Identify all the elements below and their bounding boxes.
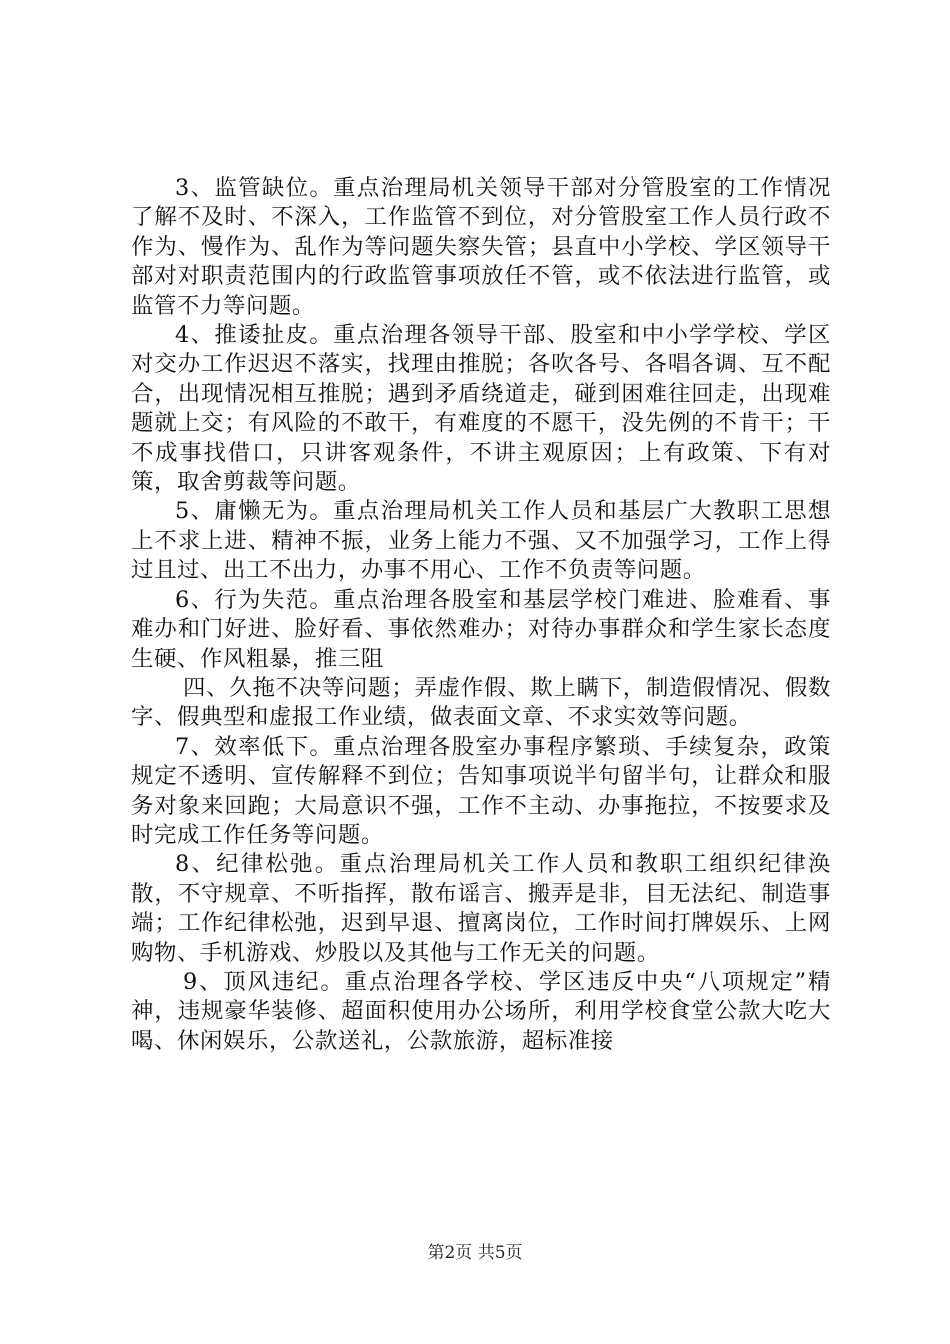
paragraph-buck-passing: 4、推诿扯皮。重点治理各领导干部、股室和中小学学校、学区对交办工作迟迟不落实，找理由推脱；各吹各号、各唱各调、互不配合，出现情况相互推脱；遇到矛盾绕道走，碰到困难往回走，出现难题就上交；有风险的不敢干，有难度的不愿干，没先例的不肯干；干不成事找借口，只讲客观条件，不讲主观原因；上有政策、下有对策，取舍剪裁等问题。 [131,322,831,496]
document-body [131,174,831,1056]
page-number-footer: 第2页 共5页 [427,1243,523,1263]
paragraph-lax-discipline: 8、纪律松弛。重点治理局机关工作人员和教职工组织纪律涣散，不守规章、不听指挥，散布谣言、搬弄是非，目无法纪、制造事端；工作纪律松弛，迟到早退、擅离岗位，工作时间打牌娱乐、上网购物、手机游戏、炒股以及其他与工作无关的问题。 [131,851,831,966]
paragraph-defiant-violation: 9、顶风违纪。重点治理各学校、学区违反中央“八项规定”精神，违规豪华装修、超面积使用办公场所，利用学校食堂公款大吃大喝、休闲娱乐，公款送礼，公款旅游，超标准接 [131,968,831,1054]
paragraph-supervision-absence: 3、监管缺位。重点治理局机关领导干部对分管股室的工作情况了解不及时、不深入，工作监管不到位，对分管股室工作人员行政不作为、慢作为、乱作为等问题失察失管；县直中小学校、学区领导干部对对职责范围内的行政监管事项放任不管，或不依法进行监管，或监管不力等问题。 [131,175,831,319]
paragraph-low-efficiency: 7、效率低下。重点治理各股室办事程序繁琐、手续复杂，政策规定不透明、宣传解释不到位；告知事项说半句留半句，让群众和服务对象来回跑；大局意识不强，工作不主动、办事拖拉，不按要求及时完成工作任务等问题。 [131,733,831,848]
paragraph-misconduct-continued: 四、久拖不决等问题；弄虚作假、欺上瞒下，制造假情况、假数字、假典型和虚报工作业绩，做表面文章、不求实效等问题。 [131,674,831,731]
paragraph-misconduct: 6、行为失范。重点治理各股室和基层学校门难进、脸难看、事难办和门好进、脸好看、事依然难办；对待办事群众和学生家长态度生硬、作风粗暴，推三阻 [131,586,831,672]
paragraph-idleness: 5、庸懒无为。重点治理局机关工作人员和基层广大教职工思想上不求上进、精神不振，业务上能力不强、又不加强学习，工作上得过且过、出工不出力，办事不用心、工作不负责等问题。 [131,498,831,584]
